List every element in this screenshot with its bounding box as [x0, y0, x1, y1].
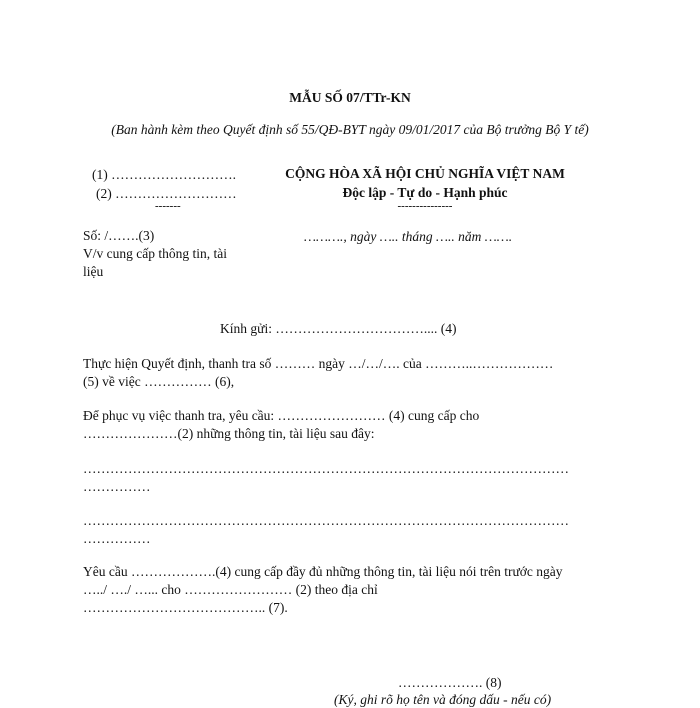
form-code-heading: MẪU SỐ 07/TTr-KN — [289, 90, 411, 105]
left-divider: ------- — [155, 200, 181, 212]
signer-title: ………………. (8) — [398, 675, 502, 690]
paragraph-3-line-2: …../ …./ …... cho …………………… (2) theo địa chỉ — [83, 582, 378, 597]
blank-list-2-line-1: ……………………………………………………………………………………………… — [83, 513, 569, 528]
document-number: Số: /…….(3) — [83, 228, 155, 243]
paragraph-3-line-3: ………………………………….. (7). — [83, 600, 288, 615]
issuing-agency-line-1: (1) ………………………. — [92, 167, 236, 182]
blank-list-1-line-1: ……………………………………………………………………………………………… — [83, 461, 569, 476]
paragraph-1-line-2: (5) về việc …………… (6), — [83, 374, 235, 389]
national-motto: Độc lập - Tự do - Hạnh phúc — [342, 185, 508, 200]
issuance-note: (Ban hành kèm theo Quyết định số 55/QĐ-BYT ngày 09/01/2017 của Bộ trưởng Bộ Y tế) — [111, 122, 589, 137]
paragraph-2-line-1: Để phục vụ việc thanh tra, yêu cầu: …………………… (4) cung cấp cho — [83, 408, 480, 423]
paragraph-1-line-1: Thực hiện Quyết định, thanh tra số ……… ngày …/…/…. của ………..……………… — [83, 356, 554, 371]
paragraph-2-line-2: …………………(2) những thông tin, tài liệu sau đây: — [83, 426, 375, 441]
country-name: CỘNG HÒA XÃ HỘI CHỦ NGHĨA VIỆT NAM — [285, 166, 565, 181]
right-divider: --------------- — [397, 200, 453, 212]
blank-list-2-line-2: …………… — [83, 531, 151, 546]
blank-list-1-line-2: …………… — [83, 479, 151, 494]
recipient-line: Kính gửi: …………………………….... (4) — [220, 321, 457, 336]
place-date: ………., ngày ….. tháng ….. năm ……. — [304, 229, 513, 244]
paragraph-3-line-1: Yêu cầu ……………….(4) cung cấp đầy đủ những thông tin, tài liệu nói trên trước ngày — [83, 564, 563, 579]
signature-note: (Ký, ghi rõ họ tên và đóng dấu - nếu có) — [334, 692, 552, 707]
subject-line-1: V/v cung cấp thông tin, tài — [83, 246, 227, 261]
subject-line-2: liệu — [83, 264, 104, 279]
issuing-agency-line-2: (2) ……………………… — [96, 186, 237, 201]
